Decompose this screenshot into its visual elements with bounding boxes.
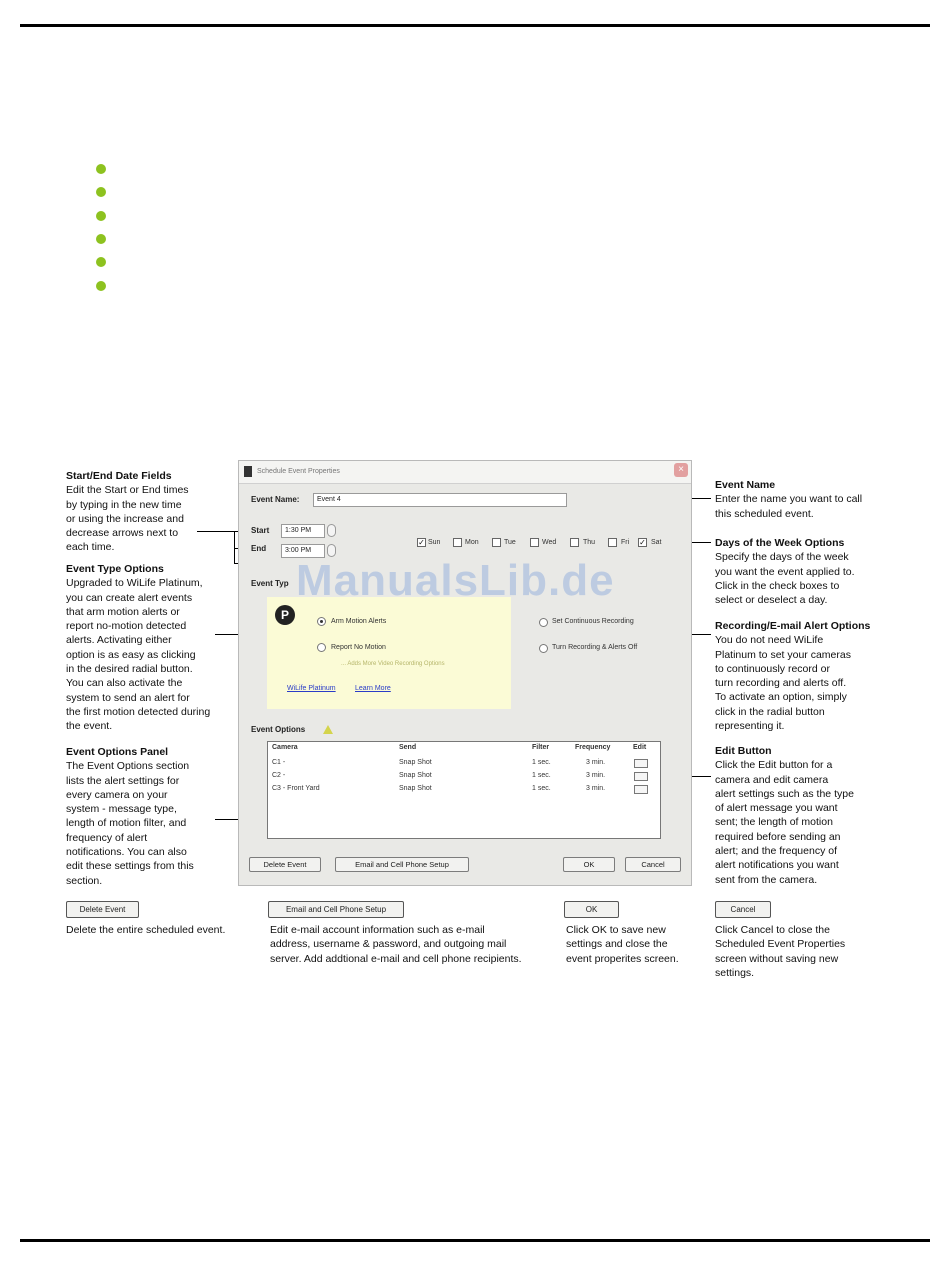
platinum-link[interactable]: WiLife Platinum xyxy=(287,685,336,692)
start-time-stepper[interactable] xyxy=(327,524,336,537)
description-text: Click OK to save new settings and close the event properites screen. xyxy=(566,924,679,965)
table-row[interactable] xyxy=(268,783,660,796)
start-time-field[interactable]: 1:30 PM xyxy=(281,524,325,538)
table-cell: Snap Shot xyxy=(399,759,432,766)
day-checkbox-mon[interactable] xyxy=(453,538,462,547)
annotation-heading: Event Name xyxy=(715,479,776,491)
table-row[interactable] xyxy=(268,757,660,770)
arm-motion-label: Arm Motion Alerts xyxy=(331,618,387,625)
email-setup-description xyxy=(270,923,560,966)
annotation-heading: Edit Button xyxy=(715,745,772,757)
day-label-thu: Thu xyxy=(583,539,596,546)
ok-button[interactable]: OK xyxy=(563,857,615,872)
description-text: Click Cancel to close the Scheduled Event Properties screen without saving new settings. xyxy=(715,924,846,979)
annotation-event-options xyxy=(66,745,236,888)
arm-motion-radio[interactable] xyxy=(317,617,326,626)
delete-event-button[interactable]: Delete Event xyxy=(249,857,321,872)
annotation-body: Edit the Start or End times by typing in the new time or using the increase and decrease arrows next to each time. xyxy=(66,484,189,554)
bullet-point xyxy=(96,164,106,174)
top-rule xyxy=(20,24,930,27)
event-name-label: Event Name: xyxy=(251,495,300,504)
email-setup-button[interactable]: Email and Cell Phone Setup xyxy=(335,857,469,872)
day-label-tue: Tue xyxy=(504,539,516,546)
day-label-fri: Fri xyxy=(621,539,630,546)
delete-event-description xyxy=(66,923,256,937)
platinum-badge-icon: P xyxy=(275,605,295,625)
table-cell: 1 sec. xyxy=(532,759,551,766)
table-cell: Snap Shot xyxy=(399,772,432,779)
event-options-label: Event Options xyxy=(251,725,306,734)
annotation-body: Upgraded to WiLife Platinum, you can create alert events that arm motion alerts or report no-motion detected alerts. Activating either option is as easy as clicking in the desired radial button. You can also activate the system to send an alert for the first motion detected during the event. xyxy=(66,577,211,733)
annotation-heading: Recording/E-mail Alert Options xyxy=(715,620,871,632)
day-checkbox-wed[interactable] xyxy=(530,538,539,547)
callout-line xyxy=(197,531,235,532)
end-time-field[interactable]: 3:00 PM xyxy=(281,544,325,558)
close-icon[interactable]: × xyxy=(674,463,688,477)
report-no-motion-radio[interactable] xyxy=(317,643,326,652)
bullet-point xyxy=(96,281,106,291)
end-label: End xyxy=(251,544,267,553)
schedule-event-dialog xyxy=(238,460,692,886)
dialog-titlebar xyxy=(239,461,691,484)
annotation-heading: Event Type Options xyxy=(66,563,164,575)
app-icon xyxy=(244,466,252,477)
annotation-body: Specify the days of the week you want the event applied to. Click in the check boxes to select or deselect a day. xyxy=(715,551,855,607)
edit-button[interactable] xyxy=(634,759,648,768)
day-checkbox-sun[interactable]: ✓ xyxy=(418,538,425,547)
table-cell: 3 min. xyxy=(586,759,606,766)
annotation-heading: Days of the Week Options xyxy=(715,537,845,549)
annotation-event-name xyxy=(715,478,890,521)
table-cell: 1 sec. xyxy=(532,785,551,792)
day-checkbox-sat[interactable]: ✓ xyxy=(639,538,646,547)
description-text: Edit e-mail account information such as e-mail address, username & password, and outgoing mail server. Add addtional e-mail and cell phone recipients. xyxy=(270,924,522,965)
table-cell: Snap Shot xyxy=(399,785,432,792)
annotation-body: Click the Edit button for a camera and edit camera alert settings such as the type of alert message you want sent; the length of motion required before sending an alert; and the frequency of alert notifications you want sent from the camera. xyxy=(715,759,854,886)
cancel-button[interactable]: Cancel xyxy=(625,857,681,872)
table-cell: 3 min. xyxy=(586,785,606,792)
bullet-point xyxy=(96,257,106,267)
annotation-start-end xyxy=(66,469,226,555)
table-row[interactable] xyxy=(268,770,660,783)
platinum-panel xyxy=(267,597,511,709)
dialog-title: Schedule Event Properties xyxy=(257,468,340,475)
column-header: Camera xyxy=(272,744,298,751)
day-checkbox-thu[interactable] xyxy=(570,538,579,547)
day-checkbox-fri[interactable] xyxy=(608,538,617,547)
annotation-heading: Start/End Date Fields xyxy=(66,470,172,482)
column-header: Edit xyxy=(633,744,647,751)
warning-icon xyxy=(323,725,333,734)
event-type-label: Event Typ xyxy=(251,579,289,588)
table-cell: C1 - xyxy=(272,759,286,766)
bottom-rule xyxy=(20,1239,930,1242)
table-cell: 1 sec. xyxy=(532,772,551,779)
annotation-days-week xyxy=(715,536,890,607)
column-header: Frequency xyxy=(575,744,611,751)
ok-description xyxy=(566,923,706,966)
bullet-point xyxy=(96,187,106,197)
annotation-edit-button xyxy=(715,744,890,887)
annotation-body: Enter the name you want to call this scheduled event. xyxy=(715,493,863,520)
cancel-button-callout[interactable]: Cancel xyxy=(715,901,771,918)
cancel-description xyxy=(715,923,890,980)
table-cell: C2 - xyxy=(272,772,286,779)
table-cell: C3 - Front Yard xyxy=(272,785,320,792)
event-options-table xyxy=(267,741,661,839)
day-label-sat: Sat xyxy=(651,539,662,546)
day-label-mon: Mon xyxy=(465,539,479,546)
day-label-wed: Wed xyxy=(542,539,557,546)
turn-off-label: Turn Recording & Alerts Off xyxy=(552,644,638,651)
day-checkbox-tue[interactable] xyxy=(492,538,501,547)
annotation-recording xyxy=(715,619,890,733)
watermark: ManualsLib.de xyxy=(296,556,615,605)
column-header: Send xyxy=(399,744,417,751)
report-no-motion-label: Report No Motion xyxy=(331,644,386,651)
annotation-heading: Event Options Panel xyxy=(66,746,169,758)
description-text: Delete the entire scheduled event. xyxy=(66,924,226,936)
edit-button[interactable] xyxy=(634,772,648,781)
ok-button-callout[interactable]: OK xyxy=(564,901,619,918)
continuous-recording-radio[interactable] xyxy=(539,618,548,627)
day-label-sun: Sun xyxy=(428,539,441,546)
annotation-event-type xyxy=(66,562,236,734)
email-setup-button-callout[interactable]: Email and Cell Phone Setup xyxy=(268,901,404,918)
annotation-body: The Event Options section lists the alert settings for every camera on your system - message type, length of motion filter, and frequency of alert notifications. You can also edit these settings from this section. xyxy=(66,760,194,887)
delete-event-button-callout[interactable]: Delete Event xyxy=(66,901,139,918)
learn-more-link[interactable]: Learn More xyxy=(355,685,391,692)
start-label: Start xyxy=(251,526,270,535)
edit-button[interactable] xyxy=(634,785,648,794)
platinum-note: ... Adds More Video Recording Options xyxy=(341,661,445,667)
annotation-body: You do not need WiLife Platinum to set your cameras to continuously record or turn recording and alerts off. To activate an option, simply click in the radial button representing it. xyxy=(715,634,851,733)
continuous-recording-label: Set Continuous Recording xyxy=(552,618,634,625)
bullet-point xyxy=(96,211,106,221)
column-header: Filter xyxy=(532,744,550,751)
event-name-field[interactable]: Event 4 xyxy=(313,493,567,507)
turn-off-radio[interactable] xyxy=(539,644,548,653)
table-cell: 3 min. xyxy=(586,772,606,779)
bullet-point xyxy=(96,234,106,244)
